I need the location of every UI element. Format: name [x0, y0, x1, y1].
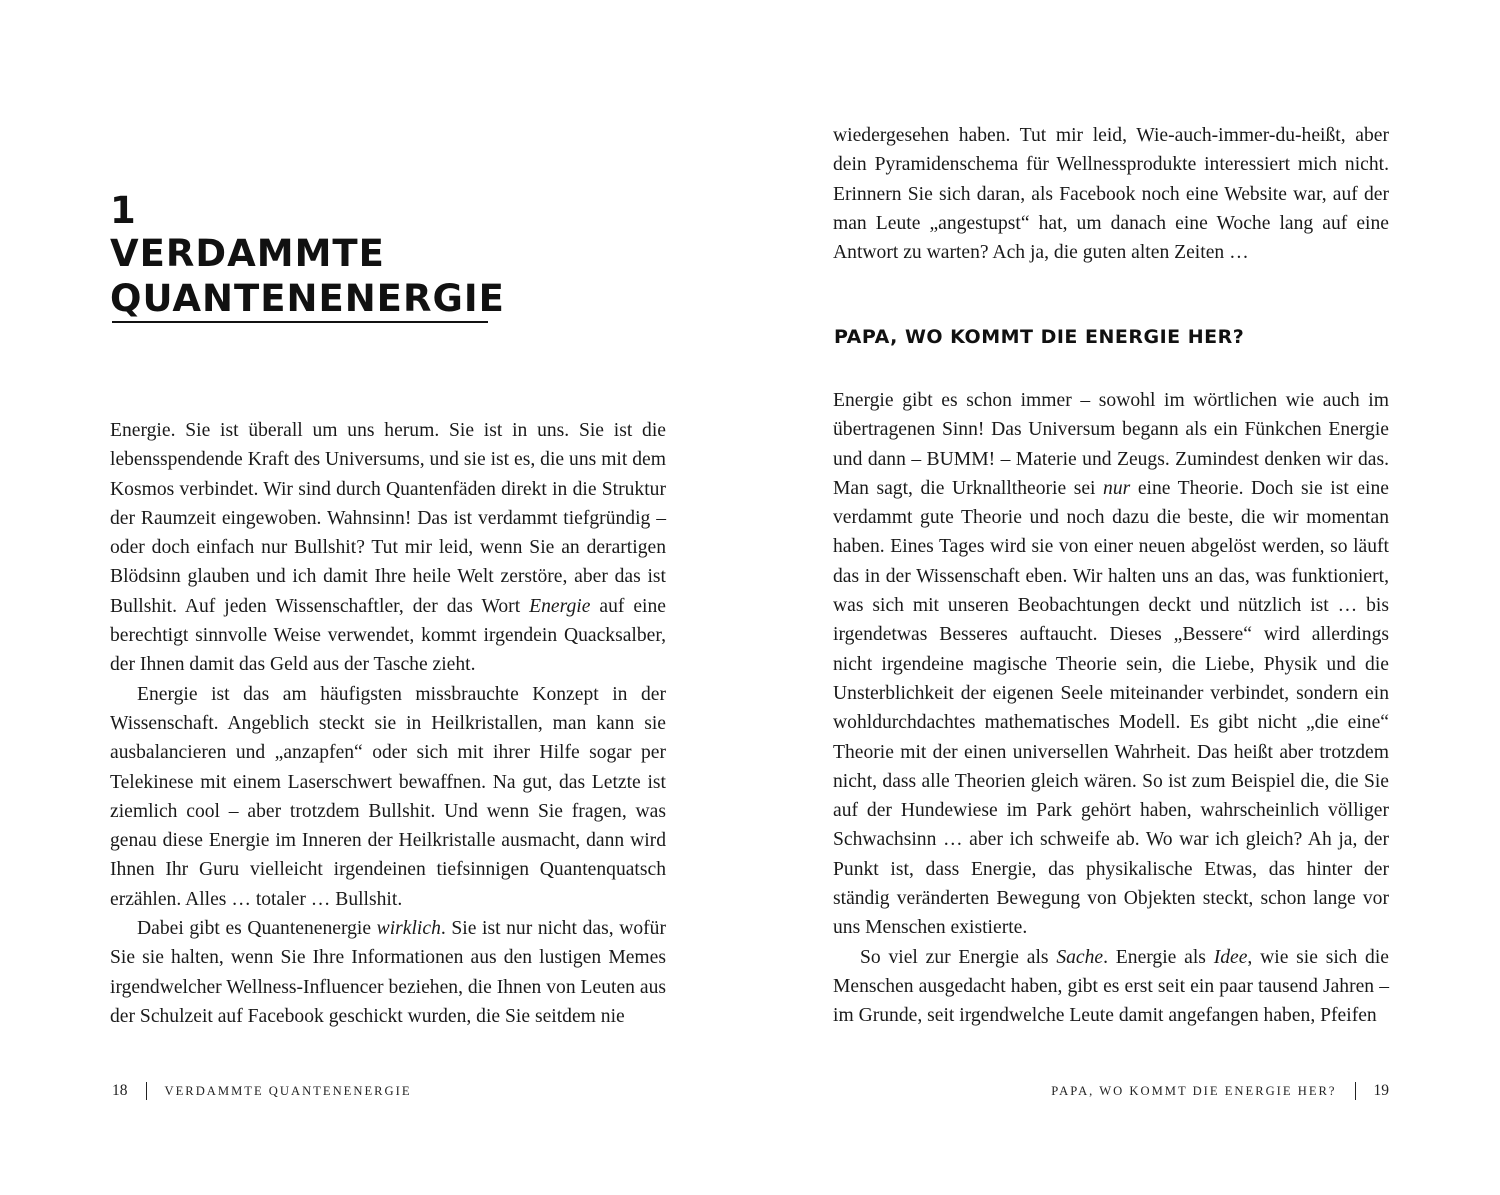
left-body-text — [110, 416, 666, 1031]
footer-divider — [146, 1082, 147, 1100]
right-body-text — [833, 386, 1389, 1031]
italic-text: nur — [1103, 477, 1131, 499]
right-page — [750, 0, 1500, 1195]
right-continuation-text — [833, 121, 1389, 267]
section-heading: PAPA, WO KOMMT DIE ENERGIE HER? — [834, 326, 1245, 348]
chapter-title-underline — [112, 321, 488, 323]
paragraph: So viel zur Energie als Sache. Energie als Idee, wie sie sich die Menschen ausgedacht haben, gibt es erst seit ein paar tausend Jahren – im Grunde, seit irgendwelche Leute damit angefangen haben, Pfeifen — [833, 946, 1389, 1027]
italic-text: Energie — [529, 595, 591, 617]
running-title: PAPA, WO KOMMT DIE ENERGIE HER? — [1051, 1083, 1337, 1098]
running-title: VERDAMMTE QUANTENENERGIE — [164, 1083, 412, 1098]
paragraph: Dabei gibt es Quantenenergie wirklich. Sie ist nur nicht das, wofür Sie sie halten, wenn Sie Ihre Informationen aus den lustigen Memes irgendwelcher Wellness-Influencer beziehen, die Ihnen von Leuten aus der Schulzeit auf Facebook geschickt wurden, die Sie seitdem nie — [110, 918, 667, 1027]
chapter-title-line-2: QUANTENENERGIE — [110, 277, 505, 320]
paragraph: Energie gibt es schon immer – sowohl im wörtlichen wie auch im übertragenen Sinn! Das Universum begann als ein Fünkchen Energie und dann – BUMM! – Materie und Zeugs. Zumindest denken wir das. Man sagt, die Urknalltheorie sei nur eine Theorie. Doch sie ist eine verdammt gute Theorie und noch dazu die beste, die wir momentan haben. Eines Tages wird sie von einer neuen abgelöst werden, so läuft das in der Wissenschaft eben. Wir halten uns an das, was funktioniert, was sich mit unseren Beobachtungen deckt und nützlich ist … bis irgendetwas Besseres auftaucht. Dieses „Bessere“ wird allerdings nicht irgendeine magische Theorie sein, die Liebe, Physik und die Unsterblichkeit der eigenen Seele miteinander verbindet, sondern ein wohldurchdachtes mathematisches Modell. Es gibt nicht „die eine“ Theorie mit der einen universellen Wahrheit. Das heißt aber trotzdem nicht, dass alle Theorien gleich wären. So ist zum Beispiel die, die Sie auf der Hundewiese im Park gehört haben, wahrscheinlich völliger Schwachsinn … aber ich schweife ab. Wo war ich gleich? Ah ja, der Punkt ist, dass Energie, das physikalische Etwas, das hinter der ständig veränderten Bewegung von Objekten steckt, schon lange vor uns Menschen existierte. — [833, 390, 1389, 939]
left-footer — [112, 1082, 412, 1100]
paragraph: Energie ist das am häufigsten missbrauchte Konzept in der Wissenschaft. Angeblich steckt sie in Heilkristallen, man kann sie ausbalancieren und „anzapfen“ oder sich mit ihrer Hilfe sogar per Telekinese mit einem Laserschwert bewaffnen. Na gut, das Letzte ist ziemlich cool – aber trotzdem Bullshit. Und wenn Sie fragen, was genau diese Energie im Inneren der Heilkristalle ausmacht, dann wird Ihnen Ihr Guru vielleicht irgendeinen tiefsinnigen Quantenquatsch erzählen. Alles … totaler … Bullshit. — [110, 683, 666, 910]
page-number: 18 — [112, 1082, 128, 1099]
chapter-title-line-1: VERDAMMTE — [110, 232, 385, 275]
page-number: 19 — [1373, 1082, 1389, 1099]
italic-text: Sache — [1056, 946, 1104, 968]
right-footer — [1051, 1082, 1389, 1100]
paragraph: Energie. Sie ist überall um uns herum. Sie ist in uns. Sie ist die lebensspendende Kraft des Universums, und sie ist es, die uns mit dem Kosmos verbindet. Wir sind durch Quantenfäden direkt in die Struktur der Raumzeit eingewoben. Wahnsinn! Das ist verdammt tiefgründig – oder doch einfach nur Bullshit? Tut mir leid, wenn Sie an derartigen Blödsinn glauben und ich damit Ihre heile Welt zerstöre, aber das ist Bullshit. Auf jeden Wissenschaftler, der das Wort Energie auf eine berechtigt sinnvolle Weise verwendet, kommt irgendein Quacksalber, der Ihnen damit das Geld aus der Tasche zieht. — [110, 420, 666, 676]
italic-text: wirklich — [376, 918, 441, 940]
paragraph: wiedergesehen haben. Tut mir leid, Wie-auch-immer-du-heißt, aber dein Pyramidenschema für Wellnessprodukte interessiert mich nicht. Erinnern Sie sich daran, als Facebook noch eine Website war, auf der man Leute „angestupst“ hat, um danach eine Woche lang auf eine Antwort zu warten? Ach ja, die guten alten Zeiten … — [833, 125, 1389, 264]
italic-text: Idee — [1213, 946, 1248, 968]
chapter-number: 1 — [110, 189, 137, 232]
footer-divider — [1355, 1082, 1356, 1100]
